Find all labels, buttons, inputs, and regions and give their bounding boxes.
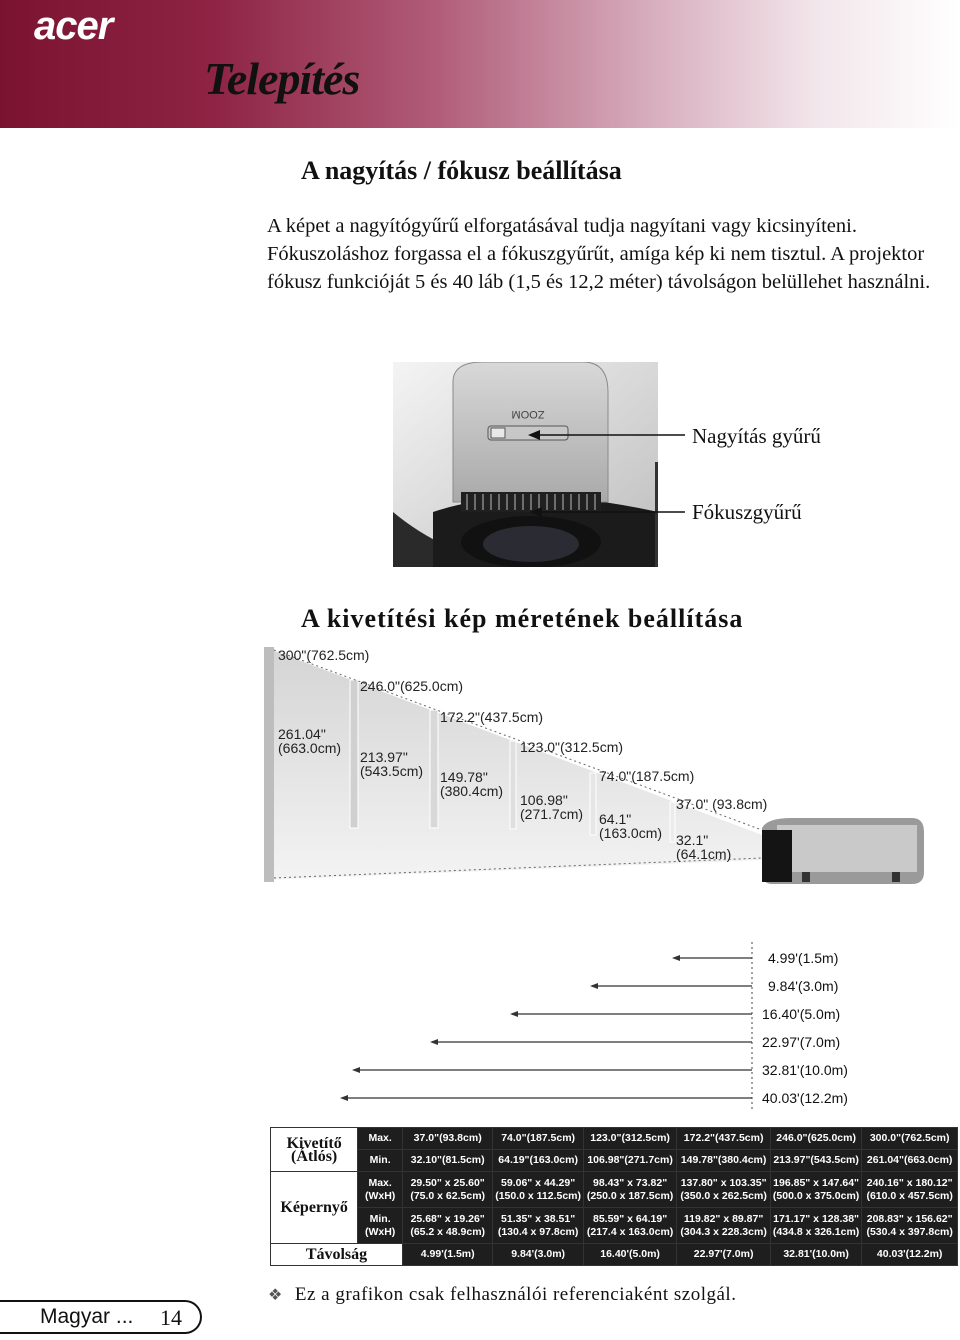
- table-cell: 40.03'(12.2m): [862, 1244, 958, 1266]
- height-label-300: 261.04": [278, 726, 326, 742]
- table-cell: 37.0"(93.8cm): [402, 1128, 492, 1150]
- table-cell: 208.83" x 156.62" (530.4 x 397.8cm): [862, 1208, 958, 1244]
- distance-label-5m: 16.40'(5.0m): [762, 1006, 841, 1022]
- table-cell: 149.78"(380.4cm): [677, 1150, 771, 1172]
- max-label: Max.: [358, 1128, 403, 1150]
- distance-label-10m: 32.81'(10.0m): [762, 1062, 848, 1078]
- table-cell: 9.84'(3.0m): [493, 1244, 583, 1266]
- max-wh-label: Max.(WxH): [358, 1172, 403, 1208]
- brand-logo: acer: [34, 4, 113, 48]
- min-wh-label: Min.(WxH): [358, 1208, 403, 1244]
- table-cell: 51.35" x 38.51" (130.4 x 97.8cm): [493, 1208, 583, 1244]
- zoom-ring-label: Nagyítás gyűrű: [692, 424, 821, 448]
- table-cell: 172.2"(437.5cm): [677, 1128, 771, 1150]
- height-cm-246: (543.5cm): [360, 763, 424, 779]
- screen-123: [510, 741, 516, 829]
- table-cell: 171.17" x 128.38" (434.8 x 326.1cm): [770, 1208, 861, 1244]
- height-label-37: 32.1": [676, 832, 709, 848]
- diag-label-246: 246.0"(625.0cm): [360, 678, 464, 694]
- diag-label-123: 123.0"(312.5cm): [520, 739, 624, 755]
- page-footer: [0, 1300, 202, 1334]
- distance-label-7m: 22.97'(7.0m): [762, 1034, 841, 1050]
- callout-arrows: [520, 420, 690, 520]
- page-number: 14: [160, 1305, 182, 1330]
- table-cell: 137.80" x 103.35" (350.0 x 262.5cm): [677, 1172, 771, 1208]
- header-banner: [0, 0, 960, 128]
- table-cell: 300.0"(762.5cm): [862, 1128, 958, 1150]
- table-cell: 16.40'(5.0m): [583, 1244, 677, 1266]
- focus-ring-label: Fókuszgyűrű: [692, 500, 802, 524]
- projector-illustration: [762, 818, 924, 884]
- size-section-heading: A kivetítési kép méretének beállítása: [301, 604, 744, 633]
- svg-text:ZOOM: ZOOM: [511, 408, 545, 420]
- table-cell: 98.43" x 73.82" (250.0 x 187.5cm): [583, 1172, 677, 1208]
- table-cell: 4.99'(1.5m): [402, 1244, 492, 1266]
- screen-246: [350, 680, 358, 828]
- height-label-74: 64.1": [599, 811, 632, 827]
- projection-size-diagram: [262, 640, 952, 890]
- screen-74: [590, 773, 596, 835]
- height-cm-37: (64.1cm): [676, 846, 732, 862]
- min-label: Min.: [358, 1150, 403, 1172]
- table-cell: 213.97"(543.5cm): [770, 1150, 861, 1172]
- table-cell: 32.10"(81.5cm): [402, 1150, 492, 1172]
- diag-label-74: 74.0"(187.5cm): [599, 768, 695, 784]
- diamond-bullet-icon: ❖: [268, 1285, 283, 1304]
- table-cell: 119.82" x 89.87" (304.3 x 228.3cm): [677, 1208, 771, 1244]
- diag-label-172: 172.2"(437.5cm): [440, 709, 544, 725]
- table-cell: 123.0"(312.5cm): [583, 1128, 677, 1150]
- table-cell: 59.06" x 44.29" (150.0 x 112.5cm): [493, 1172, 583, 1208]
- table-cell: 246.0"(625.0cm): [770, 1128, 861, 1150]
- projection-spec-table: [270, 1127, 958, 1266]
- table-cell: 240.16" x 180.12" (610.0 x 457.5cm): [862, 1172, 958, 1208]
- distance-label-12m: 40.03'(12.2m): [762, 1090, 848, 1106]
- height-label-123: 106.98": [520, 792, 568, 808]
- table-cell: 29.50" x 25.60" (75.0 x 62.5cm): [402, 1172, 492, 1208]
- zoom-section-heading: A nagyítás / fókusz beállítása: [301, 156, 622, 185]
- distance-label-1-5m: 4.99'(1.5m): [768, 950, 839, 966]
- screen-172: [430, 710, 438, 828]
- height-label-246: 213.97": [360, 749, 408, 765]
- distance-header: Távolság: [271, 1244, 403, 1266]
- reference-note: ❖ Ez a grafikon csak felhasználói referenciaként szolgál.: [268, 1284, 737, 1305]
- distance-lines: [340, 940, 760, 1112]
- diag-label-300: 300"(762.5cm): [278, 647, 370, 663]
- diag-label-37: 37.0" (93.8cm): [676, 796, 768, 812]
- table-cell: 106.98"(271.7cm): [583, 1150, 677, 1172]
- screen-header: Képernyő: [271, 1172, 358, 1244]
- height-cm-172: (380.4cm): [440, 783, 504, 799]
- table-cell: 196.85" x 147.64" (500.0 x 375.0cm): [770, 1172, 861, 1208]
- height-cm-74: (163.0cm): [599, 825, 663, 841]
- table-cell: 25.68" x 19.26" (65.2 x 48.9cm): [402, 1208, 492, 1244]
- table-cell: 32.81'(10.0m): [770, 1244, 861, 1266]
- table-cell: 22.97'(7.0m): [677, 1244, 771, 1266]
- diagonal-header: Kivetítő (Átlós): [271, 1128, 358, 1172]
- table-cell: 85.59" x 64.19" (217.4 x 163.0cm): [583, 1208, 677, 1244]
- table-cell: 74.0"(187.5cm): [493, 1128, 583, 1150]
- page-title: Telepítés: [204, 53, 360, 104]
- height-label-172: 149.78": [440, 769, 488, 785]
- table-cell: 64.19"(163.0cm): [493, 1150, 583, 1172]
- height-cm-300: (663.0cm): [278, 740, 342, 756]
- screen-37: [670, 802, 675, 842]
- table-cell: 261.04"(663.0cm): [862, 1150, 958, 1172]
- height-cm-123: (271.7cm): [520, 806, 584, 822]
- screen-300: [264, 647, 274, 882]
- footer-language: Magyar ...: [40, 1305, 134, 1328]
- distance-label-3m: 9.84'(3.0m): [768, 978, 839, 994]
- zoom-paragraph: A képet a nagyítógyűrű elforgatásával tudja nagyítani vagy kicsinyíteni. Fókuszoláshoz forgassa el a fókuszgyűrűt, amíga kép ki nem tisztul. A projektor fókusz funkcióját 5 és 40 láb (1,5 és 12,2 méter) távolságon belüllehet használni.: [267, 215, 931, 293]
